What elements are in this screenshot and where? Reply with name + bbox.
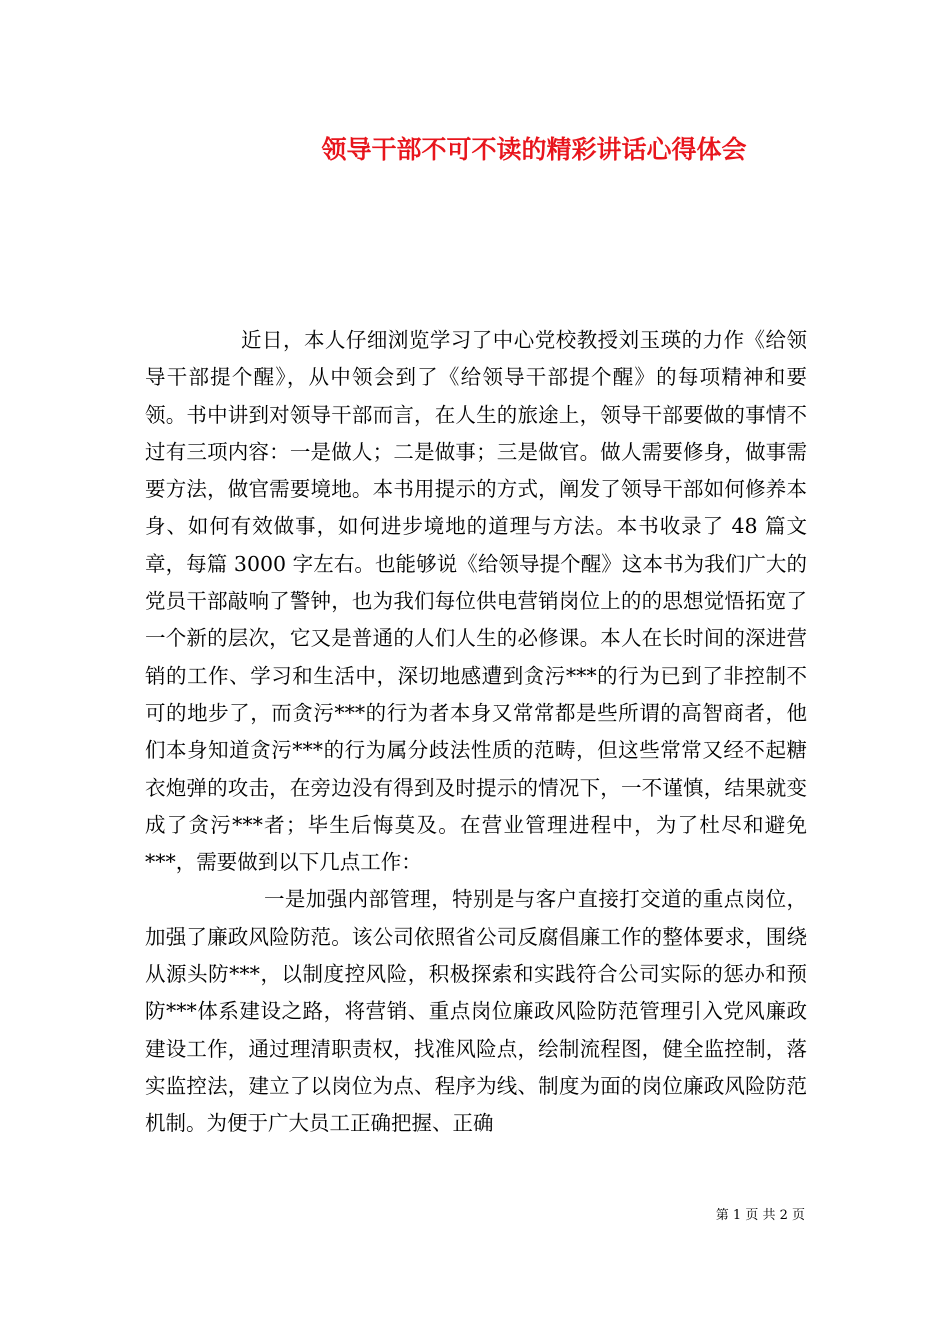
paragraph-2: 一是加强内部管理，特别是与客户直接打交道的重点岗位，加强了廉政风险防范。该公司依照省公司反腐倡廉工作的整体要求，围绕从源头防***，以制度控风险，积极探索和实践符合公司实际的惩办和预防***体系建设之路，将营销、重点岗位廉政风险防范管理引入党风廉政建设工作，通过理清职责权，找准风险点，绘制流程图，健全监控制，落实监控法，建立了以岗位为点、程序为线、制度为面的岗位廉政风险防范机制。为便于广大员工正确把握、正确: [145, 887, 807, 1136]
paragraph-1: 近日，本人仔细浏览学习了中心党校教授刘玉瑛的力作《给领导干部提个醒》，从中领会到了《给领导干部提个醒》的每项精神和要领。书中讲到对领导干部而言，在人生的旅途上，领导干部要做的事情不过有三项内容：一是做人；二是做事；三是做官。做人需要修身，做事需要方法，做官需要境地。本书用提示的方式，阐发了领导干部如何修养本身、如何有效做事，如何进步境地的道理与方法。本书收录了 48 篇文章，每篇 3000 字左右。也能够说《给领导提个醒》这本书为我们广大的党员干部敲响了警钟，也为我们每位供电营销岗位上的的思想觉悟拓宽了一个新的层次，它又是普通的人们人生的必修课。本人在长时间的深进营销的工作、学习和生活中，深切地感遭到贪污***的行为已到了非控制不可的地步了，而贪污***的行为者本身又常常都是些所谓的高智商者，他们本身知道贪污***的行为属分歧法性质的范畴，但这些常常又经不起糖衣炮弹的攻击，在旁边没有得到及时提示的情况下，一不谨慎，结果就变成了贪污***者；毕生后悔莫及。在营业管理进程中，为了杜尽和避免***，需要做到以下几点工作：: [145, 328, 807, 875]
document-title-text: 领导干部不可不读的精彩讲话心得体会: [321, 135, 747, 164]
document-title: [0, 130, 950, 166]
document-body: [145, 322, 807, 1143]
page-number-footer: 第 1 页 共 2 页: [715, 1208, 805, 1223]
